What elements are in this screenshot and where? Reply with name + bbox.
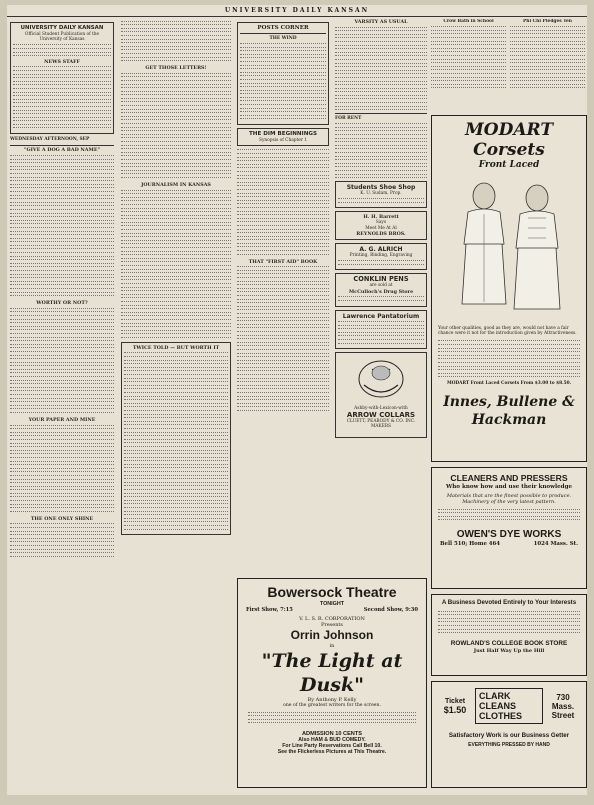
- clark-address-3: Street: [551, 710, 575, 720]
- dim-beginnings-subtitle: Synopsis of Chapter 1: [259, 138, 307, 144]
- business-title: A Business Devoted Entirely to Your Interests: [441, 599, 577, 606]
- alrich-ad: [335, 243, 427, 270]
- clark-address-1: 730: [556, 692, 570, 702]
- column-posts-corner: [237, 19, 329, 575]
- posts-corner-box: [237, 22, 329, 125]
- date-line: WEDNESDAY AFTERNOON, SEP: [10, 137, 90, 143]
- barrett-name: H. H. Barrett: [363, 214, 399, 221]
- cleaners-body2: Machinery of the very latest pattern.: [462, 499, 556, 505]
- conklin-ad: [335, 273, 427, 306]
- feature-tagline: one of the greatest writers for the screen.: [283, 703, 381, 708]
- bowersock-presents: Presents: [320, 622, 344, 628]
- bowersock-in: in: [329, 643, 335, 649]
- modart-brand: MODART Corsets: [464, 120, 554, 160]
- bowersock-title: Bowersock Theatre: [267, 584, 397, 600]
- crow-bath-title: Crow Bath in School: [443, 19, 494, 24]
- twice-told-title: TWICE TOLD — BUT WORTH IT: [132, 344, 220, 351]
- barrett-reynolds: REYNOLDS BROS.: [356, 231, 406, 238]
- clark-brand-2: CLEANS: [479, 701, 517, 711]
- clark-service: Satisfactory Work is our Business Getter: [448, 732, 570, 739]
- cleaners-sub: Who know how and use their knowledge: [445, 484, 573, 490]
- rowland-title: ROWLAND'S COLLEGE BOOK STORE: [450, 639, 568, 647]
- clark-cleaners-ad: [431, 681, 587, 788]
- phi-chi-title: Phi Chi Pledges Ten: [522, 19, 573, 24]
- poem-title: THE WIND: [269, 35, 297, 41]
- barrett-says: Says: [375, 220, 387, 226]
- modart-sub: Front Laced: [478, 160, 540, 170]
- modart-body: Your other qualities, good as they are, would not have a fair chance were it not for the introduction given by Attractiveness.: [438, 326, 577, 337]
- clark-address-2: Mass.: [551, 701, 575, 711]
- arrow-top: Ashby-with-Lexicon-with: [354, 406, 408, 412]
- journalism-title: JOURNALISM IN KANSAS: [141, 181, 211, 188]
- modart-price: MODART Front Laced Corsets From $3.00 to $8.50.: [446, 381, 572, 387]
- feature-author: By Anthony P. Kelly: [307, 697, 357, 703]
- cleaners-body: Materials that are the finest possible to produce.: [446, 493, 572, 499]
- rowland-sub: Just Half Way Up the Hill: [473, 647, 545, 654]
- innes-signature: Innes, Bullene & Hackman: [443, 393, 575, 428]
- column-editorial: [10, 19, 114, 795]
- alrich-name: A. G. ALRICH: [359, 246, 403, 254]
- modart-corset-ad: [431, 115, 587, 462]
- dim-beginnings-box: [237, 128, 329, 146]
- clark-brand-1: CLARK: [479, 691, 511, 701]
- conklin-store: McCulloch's Drug Store: [348, 288, 414, 295]
- dim-beginnings-title: THE DIM BEGINNINGS: [248, 131, 317, 138]
- clark-price: $1.50: [443, 704, 467, 715]
- conklin-sub: are sold at: [369, 283, 393, 289]
- first-show: First Show, 7:15: [246, 607, 293, 613]
- paper-subtitle: Official Student Publication of the University of Kansas: [24, 32, 100, 43]
- editorial-1-title: "GIVE A DOG A BAD NAME": [24, 147, 100, 154]
- line-party: For Line Party Reservations Call Bell 10.: [282, 742, 382, 749]
- arrow-brand: ARROW COLLARS: [346, 410, 416, 419]
- column-ads-small: [335, 19, 427, 575]
- owens-address: 1024 Mass. St.: [533, 540, 578, 547]
- paper-title: UNIVERSITY DAILY KANSAN: [20, 25, 104, 31]
- clark-pressed: EVERYTHING PRESSED BY HAND: [468, 742, 550, 748]
- alrich-sub: Printing, Binding, Engraving: [349, 253, 413, 259]
- owens-phone: Bell 510; Home 464: [440, 540, 501, 547]
- bowersock-tonight: TONIGHT: [319, 601, 345, 607]
- staff-heading: NEWS STAFF: [44, 58, 80, 65]
- owens-title: OWEN'S DYE WORKS: [456, 528, 562, 540]
- pantatorium-title: Lawrence Pantatorium: [342, 312, 420, 320]
- arrow-maker: CLUETT, PEABODY & CO. INC. MAKERS: [346, 418, 416, 430]
- twice-told-box: [121, 342, 231, 535]
- masthead-rule: [7, 16, 587, 17]
- letters-title: GET THOSE LETTERS!: [145, 65, 207, 72]
- barrett-ad: [335, 211, 427, 240]
- shoe-shop-title: Students Shoe Shop: [346, 184, 416, 192]
- clark-brand-3: CLOTHES: [479, 711, 523, 721]
- pantatorium-ad: [335, 310, 427, 350]
- barrett-meet: Meet Me At Al: [365, 225, 397, 231]
- rowland-ad: [431, 594, 587, 676]
- shoe-shop-sub: K. U. Sudam, Prop.: [360, 191, 402, 197]
- posts-corner-title: POSTS CORNER: [257, 25, 309, 31]
- varsity-title: VARSITY AS USUAL: [354, 19, 408, 25]
- cleaners-ad: [431, 467, 587, 589]
- cleaners-title: CLEANERS AND PRESSERS: [450, 473, 568, 483]
- second-show: Second Show, 9:30: [363, 607, 418, 613]
- editorial-4-title: THE ONE ONLY SHINE: [30, 515, 94, 522]
- feature-title: "The Light at Dusk": [261, 650, 403, 696]
- first-aid-title: THAT "FIRST AID" BOOK: [248, 258, 318, 265]
- collar-illustration-icon: [338, 355, 424, 405]
- bowersock-company: V. L. S. R. CORPORATION: [299, 616, 365, 622]
- arrow-collar-ad: [335, 352, 427, 438]
- masthead: UNIVERSITY DAILY KANSAN: [224, 7, 370, 14]
- bowersock-star: Orrin Johnson: [290, 628, 374, 642]
- flickerless: See the Flickerless Pictures at This Theatre.: [277, 748, 387, 755]
- bowersock-theatre-ad: [237, 578, 427, 788]
- editorial-2-title: WORTHY OR NOT?: [36, 300, 88, 307]
- column-journalism: [121, 19, 231, 795]
- shoe-shop-ad: [335, 181, 427, 208]
- admission: ADMISSION 10 CENTS: [302, 730, 362, 737]
- conklin-title: CONKLIN PENS: [353, 275, 409, 284]
- newspaper-page: [7, 5, 587, 795]
- editorial-3-title: YOUR PAPER AND MINE: [28, 417, 96, 424]
- staff-box: [10, 22, 114, 134]
- clark-ticket: Ticket: [444, 697, 466, 705]
- classified-heading: FOR RENT: [335, 116, 362, 122]
- corset-illustration-icon: [432, 174, 586, 324]
- also-comedy: Also HAM & BUD COMEDY.: [298, 736, 366, 743]
